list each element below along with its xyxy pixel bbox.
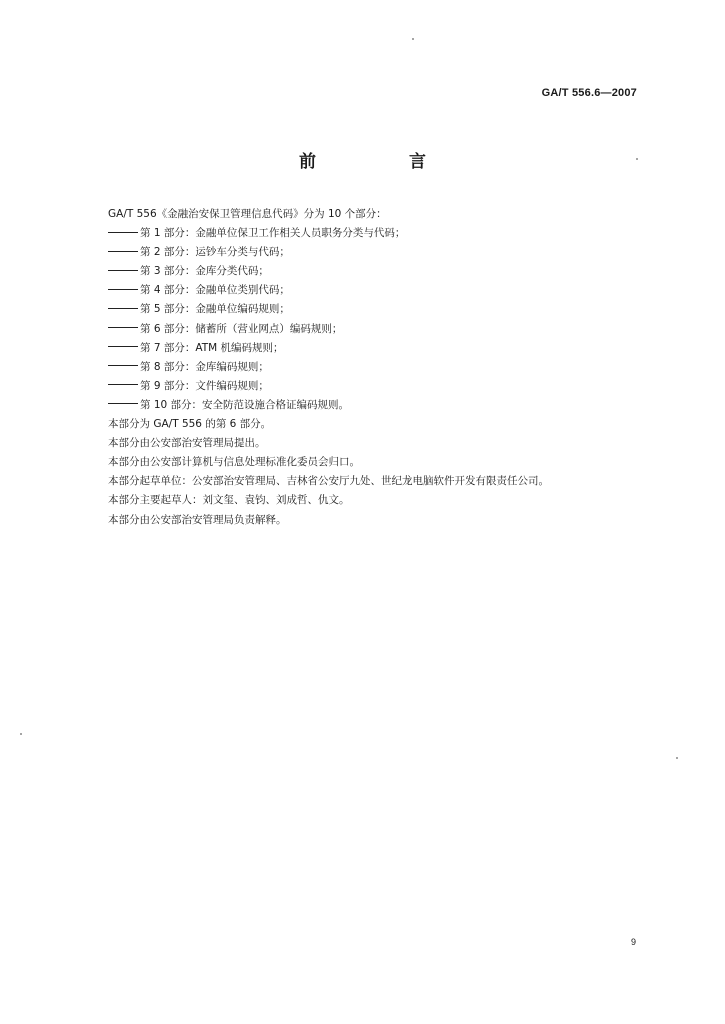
em-dash (124, 289, 138, 290)
em-dash (108, 289, 124, 290)
list-item (108, 281, 638, 300)
list-item-text: 第 5 部分：金融单位编码规则； (140, 303, 290, 316)
em-dash (108, 308, 124, 309)
list-item-text: 第 9 部分：文件编码规则； (140, 379, 269, 392)
list-item (108, 320, 638, 339)
list-item (108, 224, 638, 243)
intro-paragraph: GA/T 556《金融治安保卫管理信息代码》分为 10 个部分： (108, 208, 387, 220)
list-item-text: 第 1 部分：金融单位保卫工作相关人员职务分类与代码； (140, 227, 406, 240)
foreword-body (108, 205, 638, 530)
body-paragraph: 本部分由公安部计算机与信息处理标准化委员会归口。 (108, 456, 360, 469)
scan-speck (676, 757, 678, 759)
em-dash (124, 308, 138, 309)
list-item-text: 第 10 部分：安全防范设施合格证编码规则。 (140, 398, 350, 411)
em-dash (124, 384, 138, 385)
em-dash (108, 232, 124, 233)
body-paragraph: 本部分起草单位：公安部治安管理局、吉林省公安厅九处、世纪龙电脑软件开发有限责任公司。 (108, 475, 549, 488)
list-item (108, 339, 638, 358)
page-title: 前 言 (299, 152, 464, 172)
em-dash (124, 403, 138, 404)
list-item-text: 第 4 部分：金融单位类别代码； (140, 284, 290, 297)
em-dash (124, 327, 138, 328)
scan-speck (636, 158, 638, 160)
list-item-text: 第 8 部分：金库编码规则； (140, 360, 269, 373)
em-dash (108, 384, 124, 385)
list-item (108, 358, 638, 377)
body-paragraph: 本部分由公安部治安管理局提出。 (108, 437, 266, 450)
em-dash (124, 232, 138, 233)
list-item-text: 第 7 部分：ATM 机编码规则； (140, 341, 284, 354)
em-dash (108, 251, 124, 252)
body-paragraph: 本部分为 GA/T 556 的第 6 部分。 (108, 418, 272, 431)
list-item-text: 第 2 部分：运钞车分类与代码； (140, 246, 290, 259)
em-dash (124, 251, 138, 252)
page-number: 9 (630, 937, 636, 947)
em-dash (108, 270, 124, 271)
body-paragraph: 本部分由公安部治安管理局负责解释。 (108, 513, 287, 526)
em-dash (124, 346, 138, 347)
list-item (108, 300, 638, 319)
em-dash (108, 327, 124, 328)
body-paragraph: 本部分主要起草人：刘文玺、袁钧、刘成哲、仇文。 (108, 494, 350, 507)
scan-speck (20, 733, 22, 735)
em-dash (124, 365, 138, 366)
list-item-text: 第 3 部分：金库分类代码； (140, 265, 269, 278)
em-dash (108, 365, 124, 366)
em-dash (124, 270, 138, 271)
list-item (108, 377, 638, 396)
scan-speck (412, 38, 414, 40)
list-item (108, 396, 638, 415)
list-item-text: 第 6 部分：储蓄所（营业网点）编码规则； (140, 322, 343, 335)
em-dash (108, 346, 124, 347)
em-dash (108, 403, 124, 404)
standard-code: GA/T 556.6—2007 (541, 87, 637, 99)
list-item (108, 243, 638, 262)
list-item (108, 262, 638, 281)
